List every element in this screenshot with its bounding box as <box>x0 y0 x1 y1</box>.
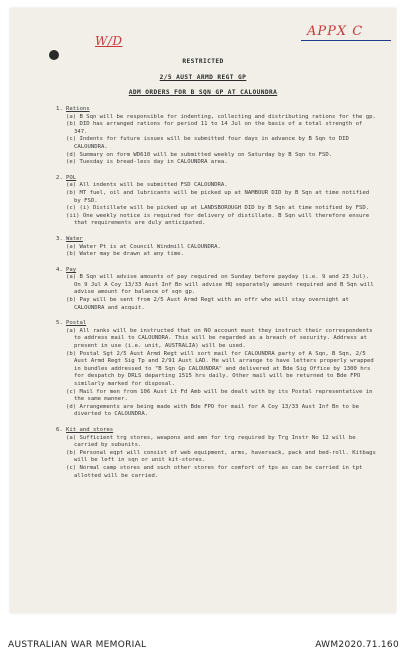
section-title: Postal <box>66 320 87 327</box>
order-item: (a) B Sqn will advise amounts of pay required on Sunday before payday (i.e. 9 and 23 Jul). On 9 Jul A Coy 13/33 Aust Inf Bn will advise HQ separately amount required and B Sqn will advise amount for balance of sqn gp. <box>66 274 374 296</box>
handwritten-appendix-note: APPX C <box>307 24 364 39</box>
section-number: 3. <box>56 235 63 242</box>
order-item: (b) Water may be drawn at any time. <box>66 251 184 258</box>
order-item: (a) Sufficient trg stores, weapons and amn for trg required by Trg Instr No 12 will be carried by subunits. <box>66 434 356 449</box>
section-number: 4. <box>56 266 63 273</box>
section-title: Rations <box>66 106 90 112</box>
classification-label: RESTRICTED <box>182 58 224 65</box>
order-item: (b) Postal Sgt 2/5 Aust Armd Regt will sort mail for CALOUNDRA party of A Sqn, B Sqn, 2/5 Aust Armd Regt Sig Tp and 2/91 Aust LAD. He will arrange to have letters properly wrapped in bundles addressed to "B Sqn Gp CALOUNDRA" and delivered at Bde Sig Office by 1300 hrs for despatch by DRLS departing 1515 hrs daily. Other mail will be returned to Bde FPO similarly marked for disposal. <box>66 350 374 387</box>
order-item: (a) B Sqn will be responsible for indenting, collecting and distributing rations for the gp. <box>66 113 376 120</box>
order-item: (a) All indents will be submitted FSD CALOUNDRA. <box>66 182 228 189</box>
footer-reference: AWM2020.71.160 <box>315 640 399 650</box>
section-number: 1. <box>56 106 63 112</box>
section-heading <box>56 320 378 328</box>
order-item: (e) Tuesday is bread-less day in CALOUNDRA area. <box>66 159 228 166</box>
order-item: (c) Mail for men from 106 Aust Lt Fd Amb will be dealt with by its Postal representative in the same manner. <box>66 388 373 403</box>
order-item: (b) DID has arranged rations for period 11 to 14 Jul on the basis of a total strength of 347. <box>66 121 363 135</box>
document-page <box>10 8 396 613</box>
order-item: (c) (i) Distillate will be picked up at LANDSBOROUGH DID by B Sqn at time notified by FSD. <box>66 205 370 212</box>
order-item: (b) MT fuel, oil and lubricants will be picked up at NAMBOUR DID by B Sqn at time notified by FSD. <box>66 189 370 204</box>
section-heading <box>56 106 378 114</box>
section-title: Water <box>66 235 83 242</box>
section-number: 6. <box>56 426 63 433</box>
order-item: (a) Water Pt is at Council Windmill CALOUNDRA. <box>66 243 221 250</box>
section-heading <box>56 236 378 244</box>
order-section <box>56 320 378 419</box>
handwritten-wd-note: W/D <box>95 34 123 48</box>
order-item: (ii) One weekly notice is required for delivery of distillate. B Sqn will therefore ensure that requirements are duly anticipated. <box>66 212 370 227</box>
order-item: (a) All ranks will be instructed that on NO account must they instruct their correspondents to address mail to CALOUNDRA. This will be regarded as a breach of security. Address at present in use (i.e. unit, AUSTRALIA) will be used. <box>66 327 373 350</box>
section-heading <box>56 175 378 183</box>
order-item: (d) Arrangements are being made with Bde FPO for mail for A Coy 13/33 Aust Inf Bn to be diverted to CALOUNDRA. <box>66 403 359 418</box>
section-title: POL <box>66 174 77 181</box>
orders-body <box>56 106 378 488</box>
section-number: 2. <box>56 174 63 181</box>
unit-heading: 2/5 AUST ARMD REGT GP <box>159 74 247 81</box>
order-item: (d) Summary on form WD610 will be submitted weekly on Saturday by B Sqn to FSD. <box>66 151 333 158</box>
section-heading <box>56 427 378 435</box>
footer-institution: AUSTRALIAN WAR MEMORIAL <box>8 640 147 650</box>
section-title: Kit and stores <box>66 426 114 433</box>
order-item: (b) Pay will be sent from 2/5 Aust Armd Regt with an offr who will stay overnight at CALOUNDRA and acquit. <box>66 297 349 311</box>
handwritten-underline <box>301 40 391 41</box>
order-section <box>56 236 378 259</box>
order-item: (c) Normal camp stores and such other stores for comfort of tps as can be carried in tpt allotted will be carried. <box>66 464 363 479</box>
order-section <box>56 175 378 228</box>
order-item: (c) Indents for future issues will be submitted four days in advance by B Sqn to DID CALOUNDRA. <box>66 136 349 150</box>
section-number: 5. <box>56 320 63 327</box>
section-title: Pay <box>66 266 77 273</box>
document-title: ADM ORDERS FOR B SQN GP AT CALOUNDRA <box>128 89 278 96</box>
order-item: (b) Personal eqpt will consist of web equipment, arms, haversack, pack and bed-roll. Kitbags will be left in sqn or unit kit-stores. <box>66 449 376 464</box>
order-section <box>56 106 378 167</box>
section-heading <box>56 267 378 275</box>
order-section <box>56 427 378 480</box>
order-section <box>56 267 378 313</box>
